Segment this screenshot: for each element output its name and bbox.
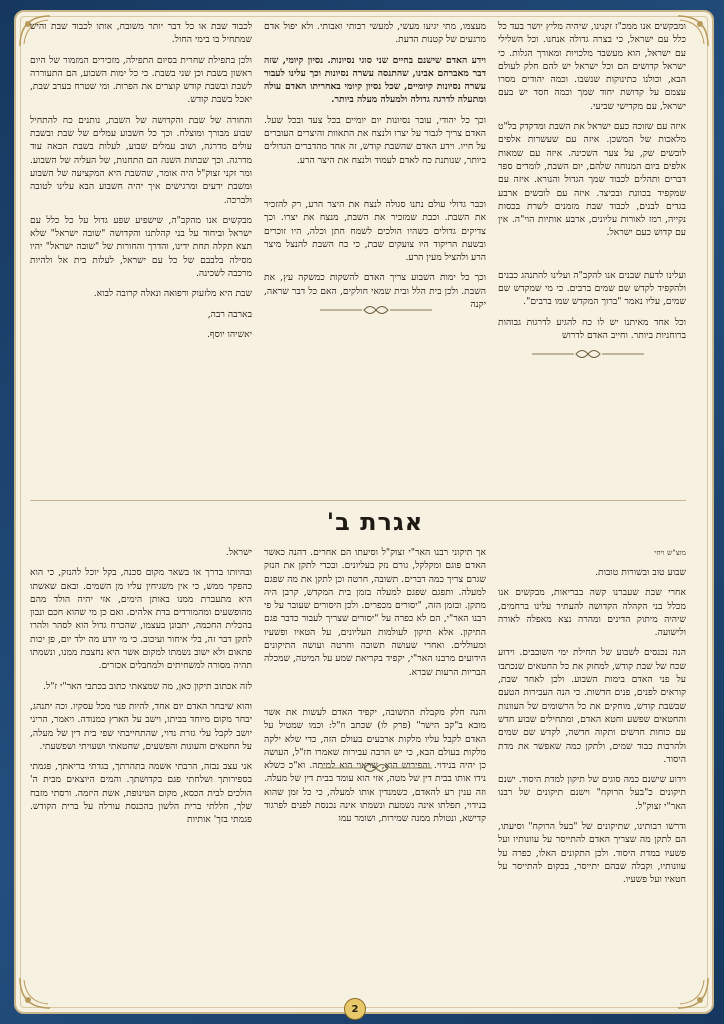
paragraph: מעצמו, מתי יגיעו מעשי, למעשי רבותי ואבותי. ולא יפול אדם מרגעים של קטנות הדעת. — [264, 21, 486, 46]
paragraph: ולכן בתפילת שחרית בסיום התפילה, מזכירים המזמור של היום ראשון בשבת וכן שני בשבת. כי כל ימות השבוע, הם התעוררה לשבת ובשבת קודש קוצרים את הפרות. ומי שטרח בערב שבת, יאכל בשבת קודש. — [30, 54, 252, 106]
bottom-left-column — [30, 546, 252, 834]
signature-name: יאשיהו יוסף. — [206, 328, 252, 340]
page-number-badge: 2 — [344, 998, 366, 1020]
corner-ornament-icon — [676, 976, 710, 1010]
paragraph: איזה עם שזוכה כעם ישראל את השבת ומדקדק בל"ט מלאכות של המשכן. איזה עם שעשרות אלפים לובשים שק, על צער השכינה. איזה עם שמאות אלפים ביום המנוחה שלהם, יום השבת, לומדים ספר דברים ותהלים לכבוד שמך הגדול והנורא. איזה עם שמקפיד בכוונת ובכיצד. איזה עם לובשים ארבע בגדים לבנים, לכבוד שבת מזמנים לשרת בכסות נקייה, רמז לאורות עליונים, ארבע אותיות הוי"ה. אין עם קדוש כעם ישראל. — [498, 121, 686, 239]
paragraph: ישראל. — [225, 547, 252, 558]
paragraph: אני עצב נבזה, הרבתי אשמה בתהרתך, בגדתי בריאתך, פגמתי בספירותך ושלחתי פגם בקדושתך. והמים היוצאים מבית ה' הולכים לבית הכסא, מקום הטינופת, אשת היזמה. ורסתי מזבח שלך, חללתי ברית הלשון בהכנסת עורלה על ברית הקודש. פגמתי בזך' אותיות — [30, 761, 252, 826]
top-middle-column — [264, 20, 486, 318]
paragraph: לכבוד שבת או כל דבר יותר משובח, אותו לכבוד שבת והיש שמתחיל בו בימי החול. — [30, 21, 252, 46]
paragraph: ובהיותו בדרך או בשאר מקום סכנה, בקל יוכל להנזק, כי הוא כהפקר ממש, כי אין משגיחין עליו מן השמים. ובאם שאשתו היא מתעברת ממנו באותן הימים, אזי יהיה הולד מהם מהופשעים ומהמורדים בדת אלהים. ואם כן מי שהוא חכם ונבון בהכלית החכמה, יתבונן בעצמו, שהכרח גדול הוא לסהר ולהרו לתקן דבר זה, בלי איחור ועיכוב. כי מי יודע מה ילד יום, פן יכות פתאום ולא ישוב נשמתו למקום אשר היא נחצבת ממנו, ונשמתו תהיה מסורה למשחיתים ולמחבלים אכזרים. — [30, 567, 252, 672]
top-right-column — [498, 20, 686, 349]
paragraph: אך תיקוני רבנו האר"י זצוק"ל וסיעתו הם אחרים. דהנה כאשר האדם פוגם ומקלקל, גורם נזק בעליונים. ובכדי לתקן את הנזק שגרם צריך כמה דברים. תשובה, חרטה וכן לתקן את מה שפגם למעלה. ותפגם שפגם למעלה בזמן בית המקדש, קרבן היה מתקן. ובזמן הזה, "יסורים מכפרים. ולכן היסורים שעובר על פי רבנו האר"י, הם לא כפרה על "יסורים שצריך לעבור כדבר פגם התיקון. אלא תיקון לעולמות העליונים, על הטאיו ופשעיו ומעוללים. ואחרי שעושה תשובה וחרטה ועושה התיקונים הידועים מרבנו האר"י, יקפיד בקריאת שמע על המיטה, שמכלה הבריות הרעות שברא. — [264, 547, 486, 678]
bottom-right-column — [498, 566, 686, 894]
paragraph: לזה אכתוב תיקון כאן, מה שמצאתי כתוב בכתבי האר"י ז"ל. — [43, 680, 252, 692]
top-left-column — [30, 20, 252, 348]
bold-paragraph: וידע האדם שישנם בחיים שני סוגי נסיונות. נסיון קיומי, שזה דבר מאברהם אבינו, שהתנסה עשרה נסיונות וכך עלינו לעבור עשרה נסיונות קיומיים, שכל נסיון קיומי באחריתו האדם עולה ומתעלה לדרגה גדולה ולמעלה מעלה ביותר. — [264, 54, 486, 106]
section-divider — [30, 500, 686, 501]
date-tag: מוצ"ש ויחי — [654, 548, 686, 557]
paragraph: מבקשים אנו מהקב"ה, שישפיע שפע גדול על כל כלל עם ישראל וביחוד על בני קהלתנו והקדושה "שובה ישראל" שלא תצא תקלה תחת ידינו, והדרך והחורות של "שובה ישראל" יהיו מסילה בלבבם של כל עם ישראל, לעלות בית אל ולהיות מרכבה לשכינה. — [30, 214, 252, 280]
paragraph: וידוע שישנם כמה סוגים של תיקון למדת היסוד. ישנם תיקונים כ"בעל הרוקח" וישנם תיקונים של רבנו האר"י זצוק"ל. — [498, 774, 686, 812]
paragraph: והוא שיבחר האדם יום אחד, להיות פנוי מכל עסקיו. וכה יתנהג, יבחר מקום מיוחד בביתו, וישב על הארץ כמנודה. ויאמר, הריני יושב לקבל עלי גזרת נדוי, שהתחייבתי שפי בית דין של מעלה, על החטאים והעונות והפשעים, שחטאתי ושעויתי ושפשעתי. — [30, 700, 252, 752]
ornament-divider-icon — [528, 346, 648, 360]
ornament-divider-icon — [316, 302, 436, 316]
paragraph: שבת היא מלזעוק ורפואה ונאלה קרובה לבוא. — [93, 288, 252, 300]
paragraph: הנה נכנסים לשבוע של תחילת ימי השובבים. וידוע שכח של שבת קודש, למחוק את כל החטאים שנכתבו על פני האדם בימות השבוע. ולכן לאחר שבת, קוראים לפנים, פנים חדשות. כי הנה העבירות הטעם שבשבת קודש, מוחקים את כל הרשומים של העוונות והחטאים שפשע וחטא האדם, ומתחילים שבוע חדש עם כוחות חדשים ותקוה חדשה, לקדש שם שמים ולהרבות כבוד שמים, ולתקן כמה שאפשר את מדת היסוד. — [498, 647, 686, 765]
paragraph: ומבקשים אנו ממכ"ז זקנינו, שיהיה מליץ יושר בעד כל כלל עם ישראל, כי בצרה גדולה אנחנו. וכל השלילי עם ישראל, הוא מעשבד מלכויות ומאורך הגלות. כי ישראל קדושים הם וכל ישראל יש להם חלק לעולם הבא, וכולנו כתינוקות שנשבו. וכמה יהודים מסרו עצמם על קדושת יחוד שמך וכמה חסד יש בעם ישראל, עם מקדישי שביעי. — [498, 21, 686, 112]
paragraph: וכבר גדולי עולם נתנו סגולה לנצח את היצר הרע, רק להזכיר את השבת. וכבת שמזכיר את השבת, מנצח את יצרו. וכך צדיקים גדולים כשהיו הולכים לשמח חתן וכלה, היו זוכרים ובשעת הריקוד היו צועקים שבת, כי כח השבת להנצל מיצר הרע ולהציל מעין הרע. — [264, 198, 486, 264]
letter-title: אגרת ב' — [326, 508, 424, 536]
paragraph: וכך כל ימות השבוע צריך האדם להשקות כמשקה עץ, את השבת. ולכן בית הלל ובית שמאי חולקים, האם כל דבר שראה, יקנה — [264, 272, 486, 311]
paragraph: אחרי שבת שעברנו קשה בבריאות, מבקשים אנו מכלל בני הקהלה הקדושה להעתיר עלינו ברחמים, שיהיה מיתוק הדינים ומהרה נצא מאפלה לאורה ולישועה. — [498, 587, 686, 639]
paragraph: וכך כל יהודי, עובר נסיונות יום יומיים בכל צעד ובכל שעל. האדם צריך לגבור על יצרו ולנצח את התאוות והיצרים העוברים על חייו. וידע האדם שהשבת קודש, זה אחד מהדברים הגדולים ביותר, שנותנת כח לאדם לעמוד ולנצח את היצר הרע. — [264, 114, 486, 166]
signature-greeting: בארבה רבה, — [207, 308, 252, 320]
paragraph: שבוע טוב ובשורות טובות. — [595, 567, 686, 578]
paragraph: והחורה של שבת והקדושה של השבת, נותנים כח להתחיל שבוע מבורך ומוצלח. וכך כל חשבוע עמלים של שבת ובשבת עולים מדרגה, ושוב עמלים שבוע, לעלות בשבת הבאה עוד מדרגה. וכך שבתות השנה הם התחנות, של העליה של השבוע. ומר זקני זצוק"ל היה אומר, שהשבת היא המקציעה של השבוע ומשבת ידעים ומרגישים איך יהיה חשבוע הבא עלינו לטובה ולברכה. — [30, 114, 252, 206]
paragraph: ודרשו רבותינו, שתיקונים של "בעל הרוקח" וסיעתו, הם לתקן מה שצריך האדם להתייסר על עוונותיו ועל פשעיו במדת היסוד. ולכן התקונים האלו, כפרה על עוונותיו, וקבלה שבהם יתייסר, בכקום להתייסר על חטאיו ועל פשעיו. — [498, 821, 686, 886]
paragraph: והנה חלק מקבלת התשובה, יקפיד האדם לעשות את אשר מובא ב"קב הישר" (פרק לו) שכתב וז"ל: וכמו שמטיל על האדם לקבל עליו מלקות ארבעים בעולם הזה, כדי שלא ילקה מלקות בעולם הבא, כי יש הרבה עבירות שאמרו חז"ל, העושה כן יהיה בנידוי. והפירוש הוא, שראוי הוא למיתה. וא"כ כשלא נידו אותו בבית דין של מטה, אזי הוא עומד בבית דין של מעלה. וזה ענין רע להאדם, כשמנדין אותו למעלה, כי כל זמן שהוא בנידוי, תפלתו אינה נשמעת ונשמתו אינה נכנסת לפנים לפרגוד קדישא, ונטולת ממנה שמירות, ושומר עמו — [264, 706, 486, 825]
paragraph: וכל אחד מאיתנו יש לו כח להגיע לדרגות גבוהות ברוחניות ביותר. וחייב האדם לדרוש — [498, 316, 686, 341]
ornament-divider-icon — [316, 760, 436, 774]
corner-ornament-icon — [18, 976, 52, 1010]
paragraph: ועלינו לדעת שבנים אנו להקב"ה ועלינו להתנהג כבנים ולהקפיד לקדש שם שמים ברבים. כי מי שמקדש שם שמים, עליו נאמר "ברוך המקדש שמו ברבים". — [498, 269, 686, 308]
bottom-middle-column — [264, 546, 486, 833]
